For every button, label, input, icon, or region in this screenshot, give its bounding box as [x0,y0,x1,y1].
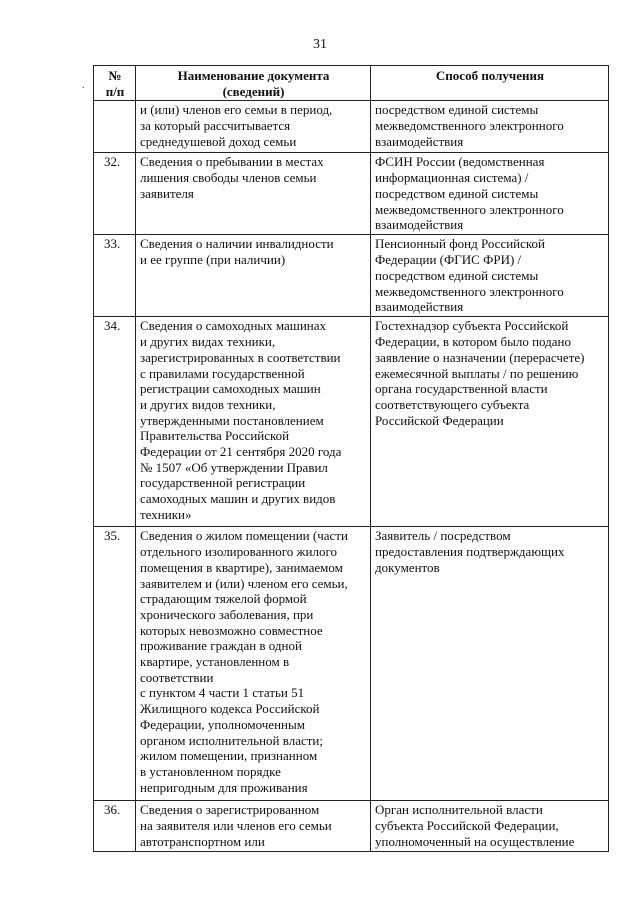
table-row [94,527,609,801]
row-method: ФСИН России (ведомственная информационная система) / посредством единой системы межведомственного электронного взаимодействия [371,153,609,235]
row-document-name: Сведения о зарегистрированном на заявителя или членов его семьи автотранспортном или [136,801,371,851]
header-method: Способ получения [371,66,609,101]
row-document-name: Сведения о жилом помещении (части отдельного изолированного жилого помещения в квартире), занимаемом заявителем и (или) членом его семьи, страдающим тяжелой формой хронического заболевания, при которых невозможно совместное проживание граждан в одной квартире, установленном в соответствии с пунктом 4 части 1 статьи 51 Жилищного кодекса Российской Федерации, уполномоченным органом исполнительной власти; жилом помещении, признанном в установленном порядке непригодным для проживания [136,527,371,801]
table-row [94,101,609,153]
row-method: Гостехнадзор субъекта Российской Федерации, в котором было подано заявление о назначении (перерасчете) ежемесячной выплаты / по решению органа государственной власти соответствующего субъекта Российской Федерации [371,317,609,527]
row-number: 35. [94,527,136,801]
documents-table [93,65,609,852]
table-row [94,153,609,235]
header-document-name: Наименование документа (сведений) [136,66,371,101]
row-method: посредством единой системы межведомственного электронного взаимодействия [371,101,609,153]
table-header-row [94,66,609,101]
row-method: Заявитель / посредством предоставления подтверждающих документов [371,527,609,801]
table-row [94,801,609,851]
row-number: 32. [94,153,136,235]
page-number: 31 [313,37,327,52]
table-row [94,317,609,527]
row-document-name: Сведения о пребывании в местах лишения свободы членов семьи заявителя [136,153,371,235]
scan-speck: . [82,80,85,91]
row-number: 36. [94,801,136,851]
row-document-name: и (или) членов его семьи в период, за который рассчитывается среднедушевой доход семьи [136,101,371,153]
row-document-name: Сведения о самоходных машинах и других видах техники, зарегистрированных в соответствии с правилами государственной регистрации самоходных машин и других видов техники, утвержденными постановлением Правительства Российской Федерации от 21 сентября 2020 года № 1507 «Об утверждении Правил государственной регистрации самоходных машин и других видов техники» [136,317,371,527]
row-document-name: Сведения о наличии инвалидности и ее группе (при наличии) [136,235,371,317]
row-method: Пенсионный фонд Российской Федерации (ФГИС ФРИ) / посредством единой системы межведомственного электронного взаимодействия [371,235,609,317]
row-number: 34. [94,317,136,527]
row-number: 33. [94,235,136,317]
row-number [94,101,136,153]
table-row [94,235,609,317]
header-number: № п/п [94,66,136,101]
row-method: Орган исполнительной власти субъекта Российской Федерации, уполномоченный на осуществление [371,801,609,851]
